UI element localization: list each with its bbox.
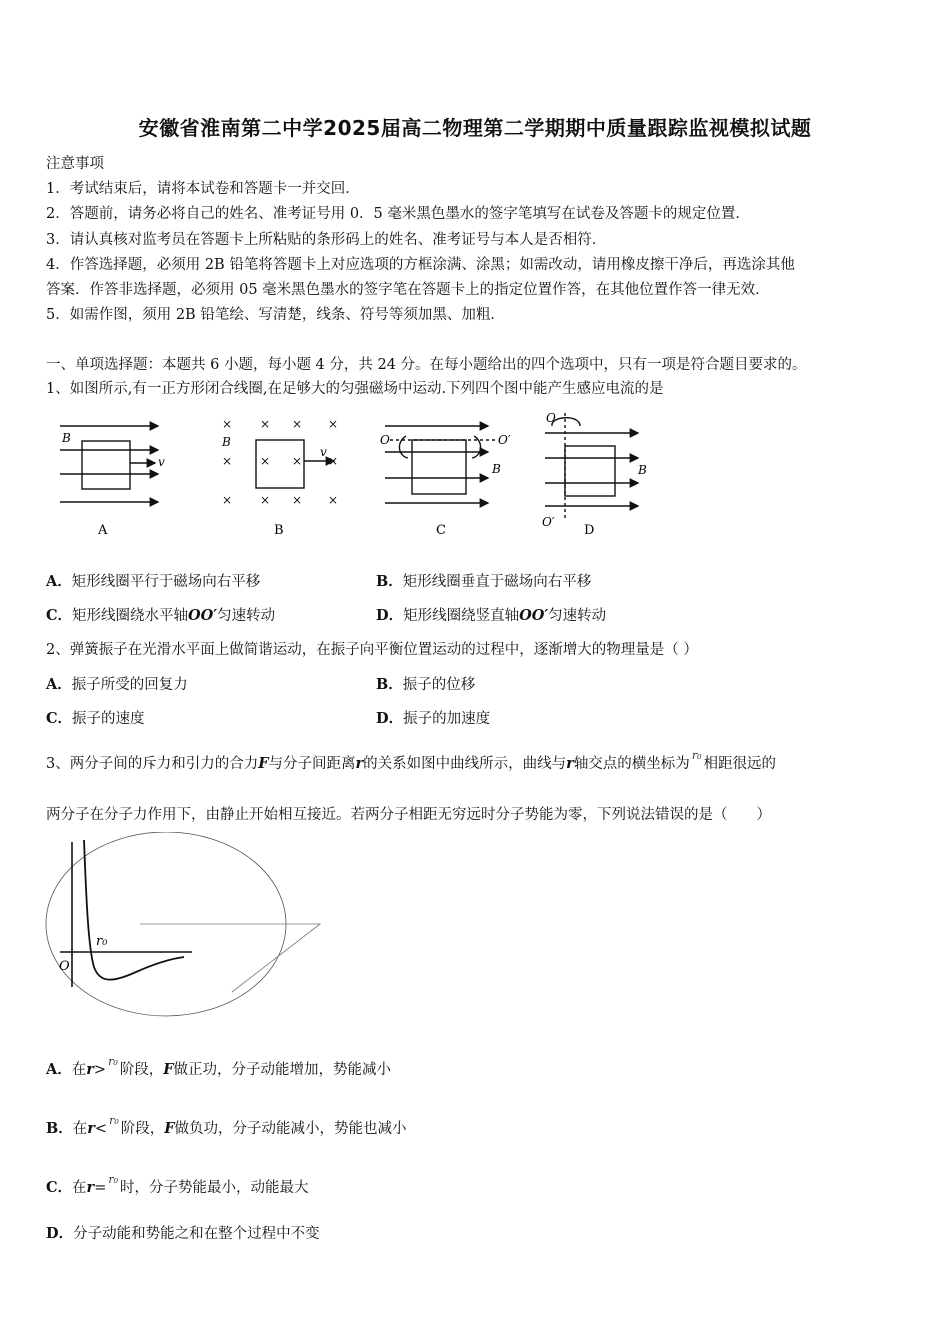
figure-a-field-label: B bbox=[62, 431, 71, 445]
q1-option-b[interactable]: B．矩形线圈垂直于磁场向右平移 bbox=[376, 573, 592, 590]
figure-c-axis-o: O bbox=[380, 433, 390, 447]
q1-option-d[interactable]: D．矩形线圈绕竖直轴OO′匀速转动 bbox=[376, 607, 607, 624]
svg-text:×: × bbox=[260, 417, 271, 431]
notice-item: 2．答题前，请务必将自己的姓名、准考证号用 0．5 毫米黑色墨水的签字笔填写在试卷及答题卡的规定位置． bbox=[46, 206, 750, 222]
question-3-stem-line2: 两分子在分子力作用下，由静止开始相互接近。若两分子相距无穷远时分子势能为零，下列说法错误的是（ ） bbox=[46, 807, 771, 823]
section-heading: 一、单项选择题：本题共 6 小题，每小题 4 分，共 24 分。在每小题给出的四个选项中，只有一项是符合题目要求的。 bbox=[46, 357, 807, 373]
q3-option-c[interactable]: C．在r=$^{r_0}$时，分子势能最小，动能最大 bbox=[46, 1173, 309, 1196]
question-3-stem-line1: 3、两分子间的斥力和引力的合力F与分子间距离r的关系如图中曲线所示，曲线与r轴交点的横坐标为$^{r_0}$相距很远的 bbox=[46, 749, 776, 772]
notice-item: 5．如需作图，须用 2B 铅笔绘、写清楚，线条、符号等须加黑、加粗． bbox=[46, 307, 505, 323]
figure-b-caption: B bbox=[274, 523, 284, 538]
figure-a-velocity-label: v bbox=[158, 455, 165, 469]
svg-text:×: × bbox=[222, 454, 233, 468]
figure-b-field-label: B bbox=[222, 435, 231, 449]
figure-a bbox=[60, 426, 158, 502]
q1-option-c[interactable]: C．矩形线圈绕水平轴OO′匀速转动 bbox=[46, 607, 276, 624]
notice-item: 1．考试结束后，请将本试卷和答题卡一并交回． bbox=[46, 181, 360, 197]
q2-option-d[interactable]: D．振子的加速度 bbox=[376, 710, 491, 727]
figure-d bbox=[545, 413, 638, 520]
figure-d-caption: D bbox=[584, 523, 595, 538]
figure-c-axis-o2: O′ bbox=[498, 433, 511, 447]
q1-option-a[interactable]: A．矩形线圈平行于磁场向右平移 bbox=[46, 573, 261, 590]
question-2-stem: 2、弹簧振子在光滑水平面上做简谐运动，在振子向平衡位置运动的过程中，逐渐增大的物理量是（ ） bbox=[46, 642, 698, 658]
q2-option-b[interactable]: B．振子的位移 bbox=[376, 676, 476, 693]
q3-option-b[interactable]: B．在r<$^{r_0}$阶段，F做负功，分子动能减小，势能也减小 bbox=[46, 1114, 407, 1137]
figure-a-caption: A bbox=[98, 523, 108, 538]
q2-option-a[interactable]: A．振子所受的回复力 bbox=[46, 676, 188, 693]
svg-text:×: × bbox=[260, 493, 271, 507]
q2-option-c[interactable]: C．振子的速度 bbox=[46, 710, 145, 727]
graph-origin-label: O bbox=[59, 959, 70, 974]
notice-item: 答案．作答非选择题，必须用 05 毫米黑色墨水的签字笔在答题卡上的指定位置作答，在其他位置作答一律无效． bbox=[46, 282, 770, 298]
figure-c-field-label: B bbox=[492, 462, 501, 476]
svg-text:×: × bbox=[328, 454, 339, 468]
figure-c bbox=[385, 426, 495, 503]
svg-text:×: × bbox=[292, 493, 303, 507]
q1-figure bbox=[40, 408, 670, 543]
notice-heading: 注意事项 bbox=[46, 156, 104, 172]
figure-d-axis-o: O bbox=[546, 411, 556, 425]
svg-text:×: × bbox=[328, 493, 339, 507]
figure-d-field-label: B bbox=[638, 463, 647, 477]
svg-text:×: × bbox=[222, 493, 233, 507]
q3-option-d[interactable]: D．分子动能和势能之和在整个过程中不变 bbox=[46, 1225, 320, 1242]
svg-text:×: × bbox=[292, 454, 303, 468]
page-title: 安徽省淮南第二中学2025届高二物理第二学期期中质量跟踪监视模拟试题 bbox=[138, 116, 812, 140]
question-1-stem: 1、如图所示,有一正方形闭合线圈,在足够大的匀强磁场中运动.下列四个图中能产生感应电流的是 bbox=[46, 381, 664, 397]
svg-text:×: × bbox=[222, 417, 233, 431]
figure-b bbox=[222, 417, 338, 507]
figure-c-caption: C bbox=[436, 523, 446, 538]
svg-text:×: × bbox=[328, 417, 339, 431]
q3-force-graph bbox=[44, 832, 329, 1022]
graph-r0-label: r₀ bbox=[96, 934, 108, 949]
svg-text:×: × bbox=[260, 454, 271, 468]
notice-item: 4．作答选择题，必须用 2B 铅笔将答题卡上对应选项的方框涂满、涂黑；如需改动，请用橡皮擦干净后，再选涂其他 bbox=[46, 257, 795, 273]
svg-text:×: × bbox=[292, 417, 303, 431]
notice-item: 3．请认真核对监考员在答题卡上所粘贴的条形码上的姓名、准考证号与本人是否相符． bbox=[46, 232, 607, 248]
q3-option-a[interactable]: A．在r>$^{r_0}$阶段，F做正功，分子动能增加，势能减小 bbox=[46, 1055, 392, 1078]
figure-b-velocity-label: v bbox=[320, 445, 327, 459]
figure-d-axis-o2: O′ bbox=[542, 515, 555, 529]
